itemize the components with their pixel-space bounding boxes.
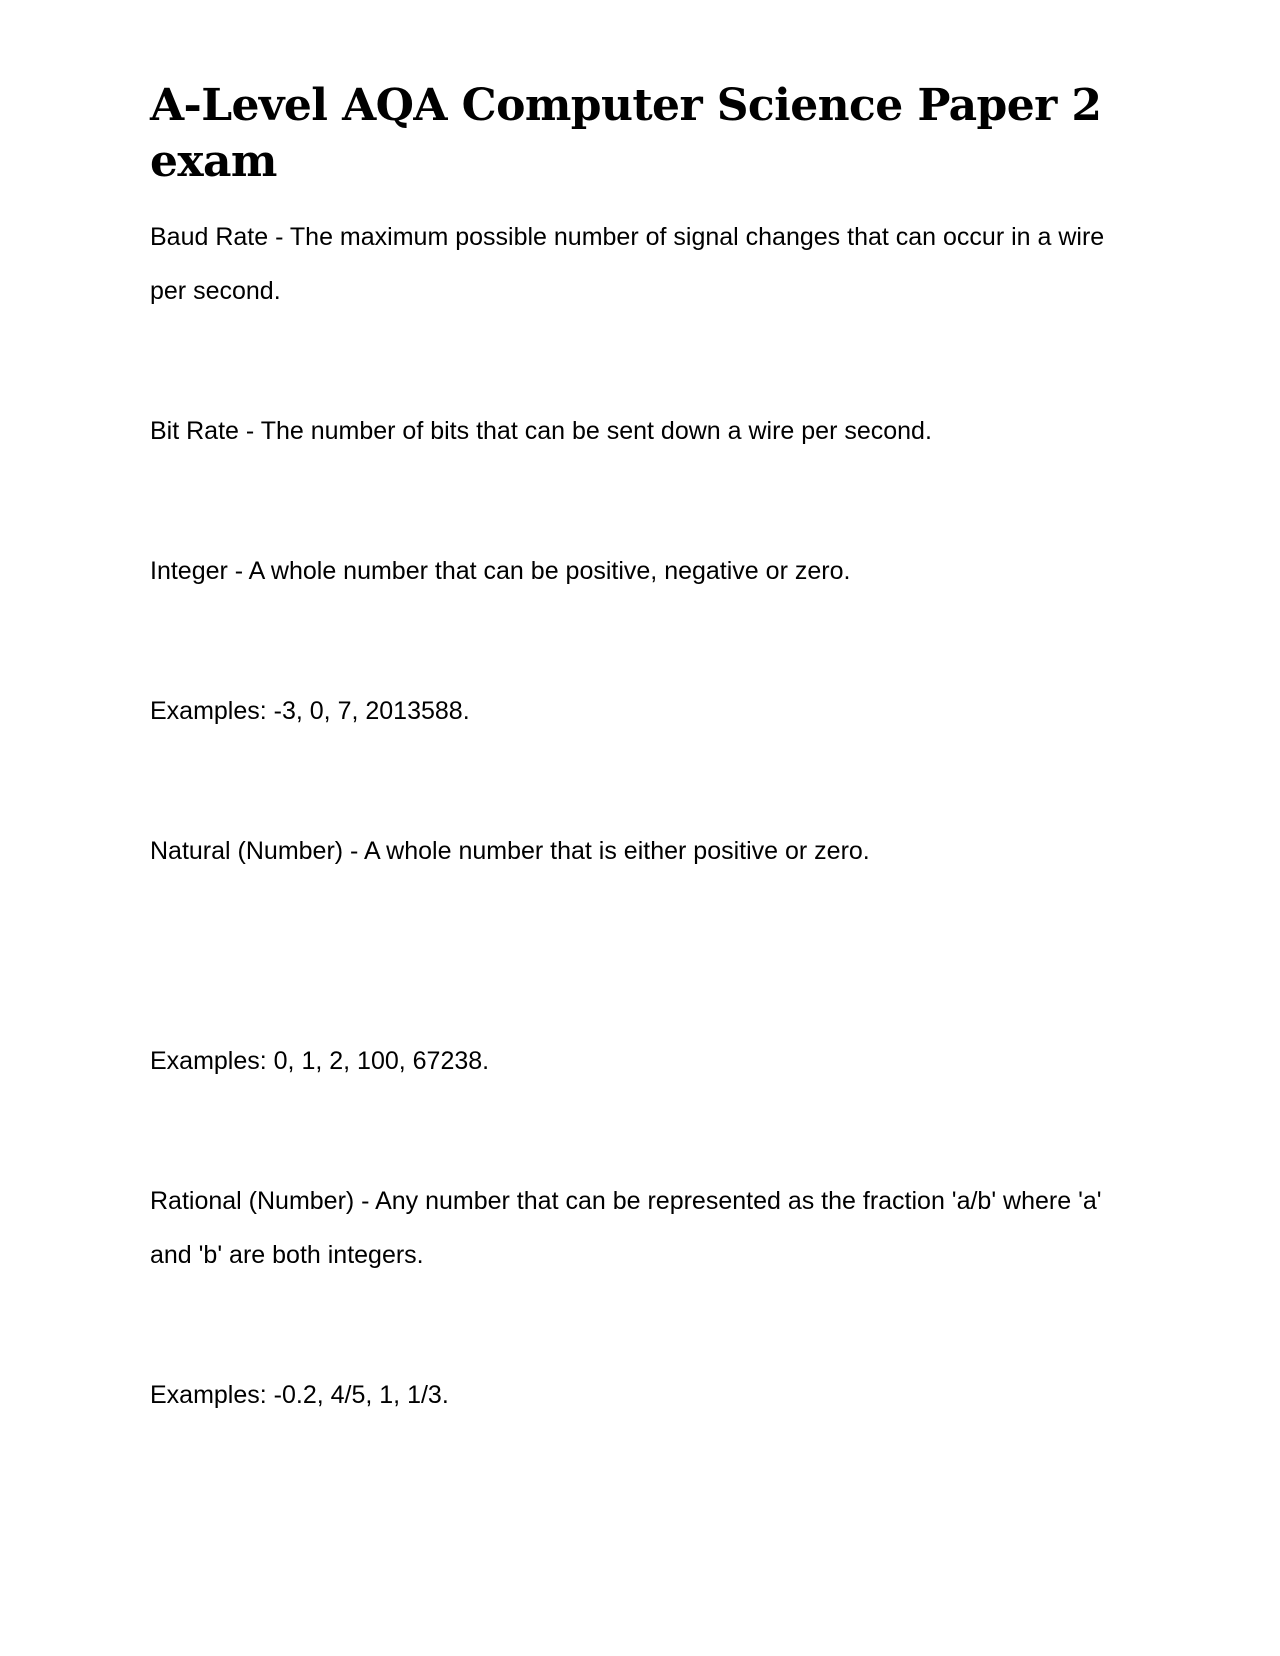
definition-natural-number: Natural (Number) - A whole number that is either positive or zero. [150,837,870,865]
definition-baud-rate: Baud Rate - The maximum possible number of signal changes that can occur in a wire per second. [150,223,1105,305]
definition-bit-rate: Bit Rate - The number of bits that can be sent down a wire per second. [150,417,932,445]
definition-rational-number: Rational (Number) - Any number that can be represented as the fraction 'a/b' where 'a' and 'b' are both integers. [150,1187,1102,1269]
integer-examples: Examples: -3, 0, 7, 2013588. [150,697,470,725]
natural-number-examples: Examples: 0, 1, 2, 100, 67238. [150,1047,490,1075]
rational-number-examples: Examples: -0.2, 4/5, 1, 1/3. [150,1381,449,1409]
page-title: A-Level AQA Computer Science Paper 2 exam [150,80,1102,187]
definition-integer: Integer - A whole number that can be positive, negative or zero. [150,557,851,585]
